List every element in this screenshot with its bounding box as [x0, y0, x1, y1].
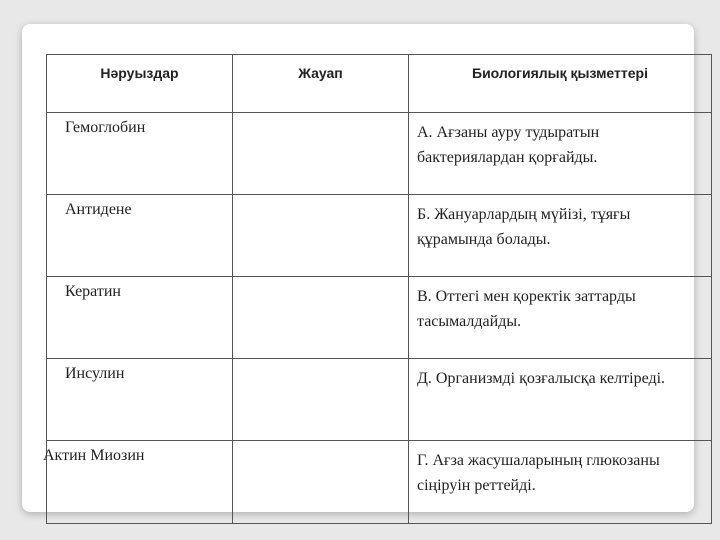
table-row — [47, 441, 712, 524]
answer-cell[interactable] — [233, 441, 409, 524]
protein-name: Гемоглобин — [47, 113, 233, 195]
function-description: В. Оттегі мен қоректік заттарды тасымалдайды. — [409, 277, 712, 359]
protein-table-container — [43, 54, 711, 524]
header-functions: Биологиялық қызметтері — [409, 55, 712, 113]
table-row — [47, 113, 712, 195]
header-answer: Жауап — [233, 55, 409, 113]
answer-cell[interactable] — [233, 277, 409, 359]
protein-name: Инсулин — [47, 359, 233, 441]
slide — [22, 24, 694, 512]
table-row — [47, 195, 712, 277]
table-row — [47, 359, 712, 441]
function-description: Д. Организмді қозғалысқа келтіреді. — [409, 359, 712, 441]
protein-name: Кератин — [47, 277, 233, 359]
protein-name-cell — [43, 441, 233, 524]
function-description: Б. Жануарлардың мүйізі, тұяғы құрамында болады. — [409, 195, 712, 277]
function-description: Г. Ағза жасушаларының глюкозаны сіңіруін реттейді. — [409, 441, 712, 524]
answer-cell[interactable] — [233, 195, 409, 277]
function-description: А. Ағзаны ауру тудыратын бактериялардан қорғайды. — [409, 113, 712, 195]
protein-functions-table — [43, 54, 712, 524]
protein-name: Антидене — [47, 195, 233, 277]
answer-cell[interactable] — [233, 359, 409, 441]
table-header-row — [47, 55, 712, 113]
protein-name: Актин Миозин — [43, 447, 145, 464]
table-row — [47, 277, 712, 359]
answer-cell[interactable] — [233, 113, 409, 195]
header-proteins: Нәруыздар — [47, 55, 233, 113]
